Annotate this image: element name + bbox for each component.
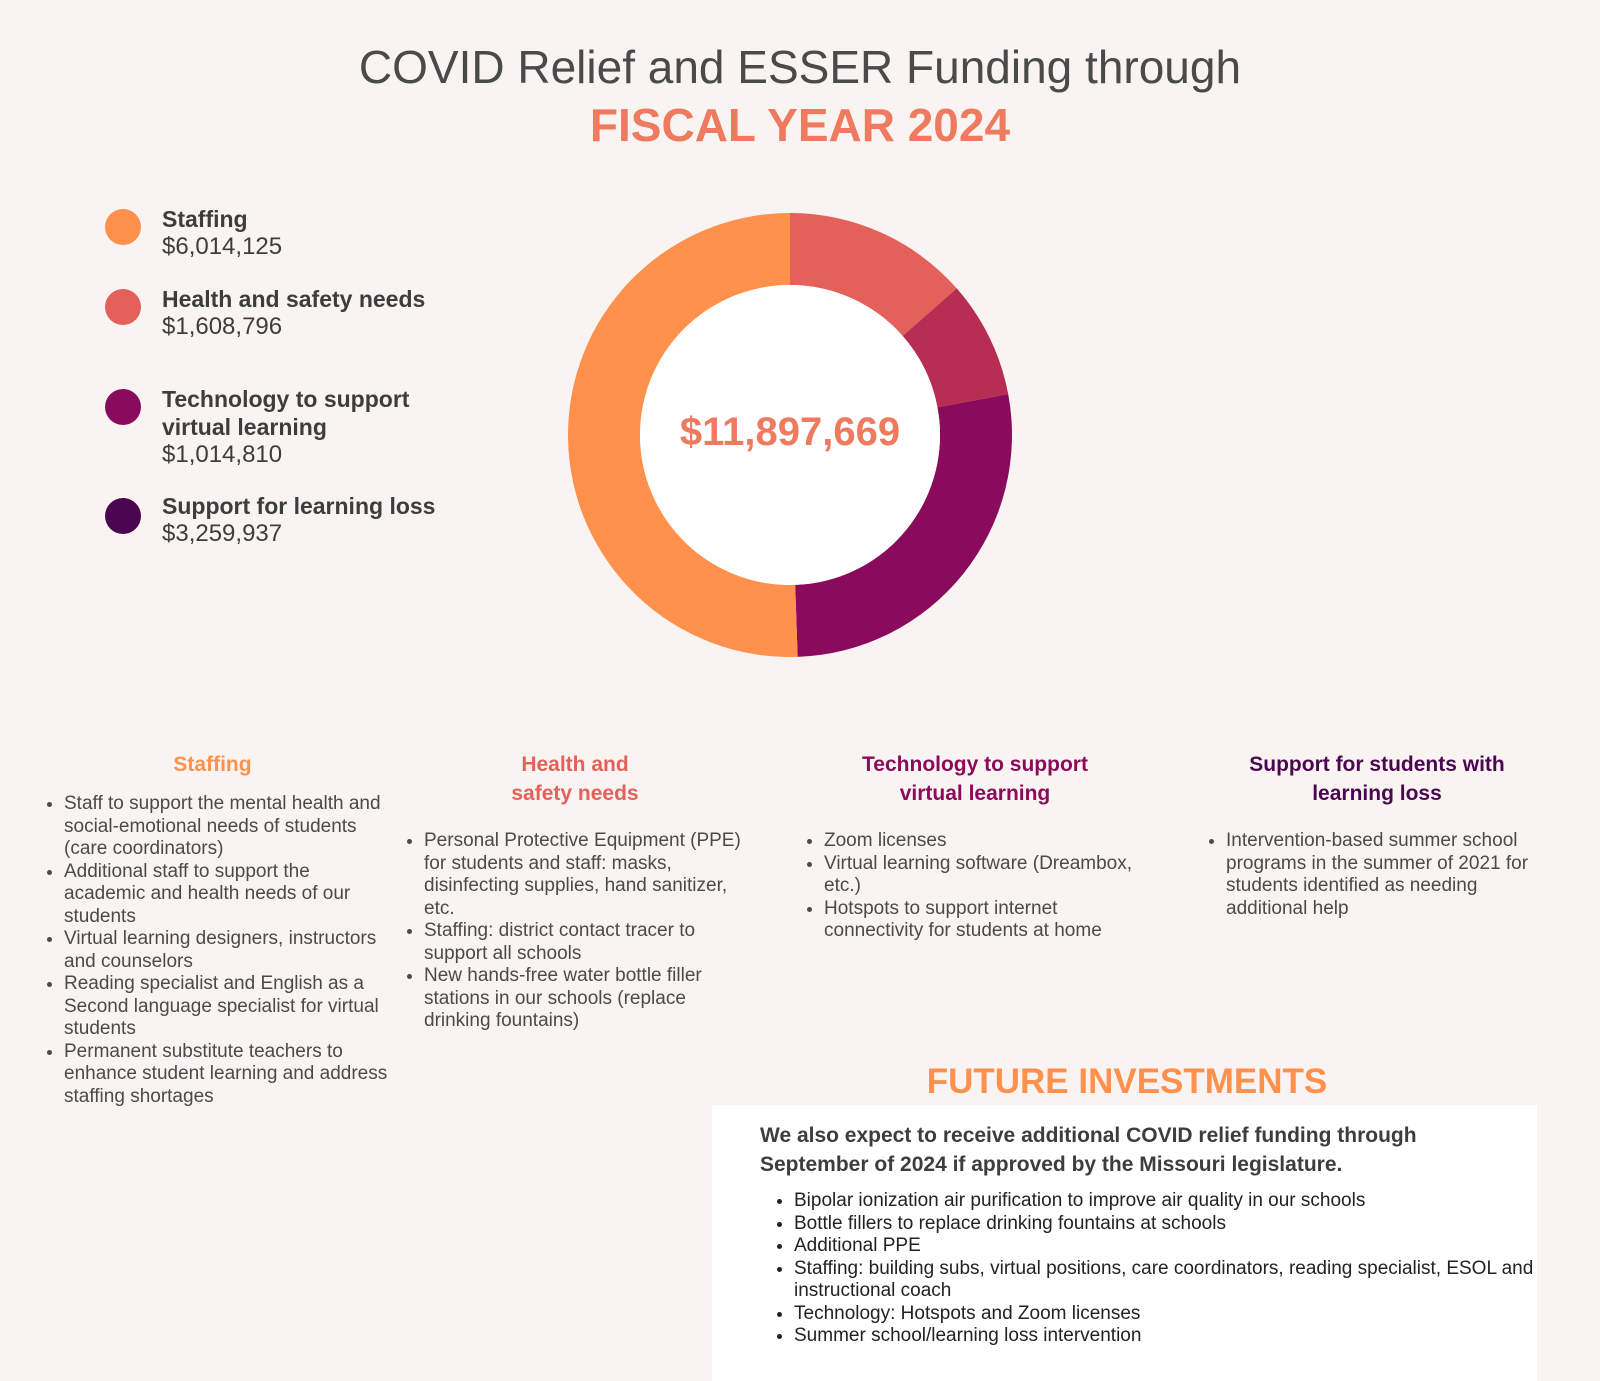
list-item: • Bottle fillers to replace drinking fountains at schools bbox=[794, 1213, 1534, 1236]
legend-swatch-learning-loss bbox=[105, 498, 141, 534]
legend-label: Support for learning loss bbox=[162, 493, 436, 519]
legend-swatch-staffing bbox=[105, 209, 141, 245]
legend-value: $3,259,937 bbox=[162, 520, 283, 547]
legend-label: Technology to support virtual learning bbox=[162, 386, 410, 440]
column-technology bbox=[800, 750, 1155, 943]
legend-label: Health and safety needs bbox=[162, 286, 426, 312]
future-investments-title: FUTURE INVESTMENTS bbox=[926, 1062, 1328, 1101]
column-list bbox=[800, 830, 1155, 943]
list-item: • Staffing: district contact tracer to support all schools bbox=[424, 920, 755, 965]
legend-swatch-health bbox=[105, 289, 141, 325]
list-item: • Virtual learning software (Dreambox, etc.) bbox=[824, 853, 1155, 898]
column-staffing bbox=[40, 750, 390, 1108]
list-item: • Personal Protective Equipment (PPE) for students and staff: masks, disinfecting supplies, hand sanitizer, etc. bbox=[424, 830, 755, 920]
list-item: • Staffing: building subs, virtual positions, care coordinators, reading specialist, ESOL and instructional coach bbox=[794, 1258, 1534, 1303]
future-investments-list bbox=[770, 1190, 1534, 1348]
page-title: COVID Relief and ESSER Funding through bbox=[358, 41, 1242, 93]
page-subtitle: FISCAL YEAR 2024 bbox=[589, 99, 1011, 151]
legend-value: $1,014,810 bbox=[162, 441, 283, 468]
column-list bbox=[1202, 830, 1562, 920]
list-item: • Additional staff to support the academic and health needs of our students bbox=[64, 861, 390, 929]
legend-swatch-technology bbox=[105, 389, 141, 425]
list-item: • Additional PPE bbox=[794, 1235, 1534, 1258]
column-list bbox=[400, 830, 755, 1033]
column-heading: Technology to support virtual learning bbox=[862, 753, 1088, 805]
column-heading: Support for students with learning loss bbox=[1249, 753, 1505, 805]
list-item: • New hands-free water bottle filler stations in our schools (replace drinking fountains) bbox=[424, 965, 755, 1033]
column-list bbox=[40, 793, 390, 1108]
list-item: • Intervention-based summer school programs in the summer of 2021 for students identified as needing additional help bbox=[1226, 830, 1562, 920]
list-item: • Reading specialist and English as a Second language specialist for virtual students bbox=[64, 973, 390, 1041]
column-health bbox=[400, 750, 755, 1033]
list-item: • Technology: Hotspots and Zoom licenses bbox=[794, 1303, 1534, 1326]
donut-center-total: $11,897,669 bbox=[679, 410, 901, 454]
column-learning-loss bbox=[1202, 750, 1562, 920]
list-item: • Hotspots to support internet connectivity for students at home bbox=[824, 898, 1155, 943]
list-item: • Staff to support the mental health and social-emotional needs of students (care coordinators) bbox=[64, 793, 390, 861]
list-item: • Permanent substitute teachers to enhance student learning and address staffing shortages bbox=[64, 1041, 390, 1109]
list-item: • Zoom licenses bbox=[824, 830, 1155, 853]
list-item: • Bipolar ionization air purification to improve air quality in our schools bbox=[794, 1190, 1534, 1213]
legend-value: $6,014,125 bbox=[162, 233, 283, 260]
future-investments-box bbox=[712, 1105, 1537, 1381]
column-heading: Health and safety needs bbox=[511, 753, 639, 805]
list-item: • Virtual learning designers, instructors and counselors bbox=[64, 928, 390, 973]
legend-value: $1,608,796 bbox=[162, 313, 283, 340]
future-investments-intro: We also expect to receive additional COVID relief funding through September of 2024 if approved by the Missouri legislature. bbox=[760, 1124, 1417, 1176]
list-item: • Summer school/learning loss intervention bbox=[794, 1325, 1534, 1348]
legend-label: Staffing bbox=[162, 206, 248, 232]
column-heading: Staffing bbox=[173, 753, 252, 776]
